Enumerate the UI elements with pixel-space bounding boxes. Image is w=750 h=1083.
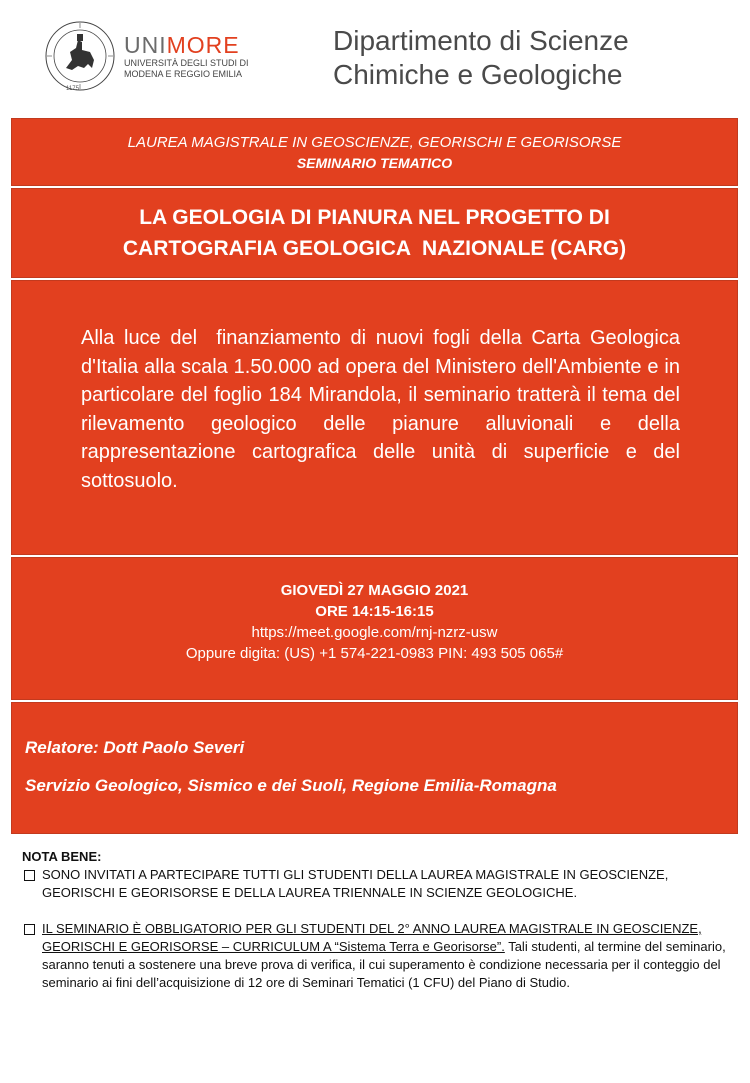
speaker-organization: Servizio Geologico, Sismico e dei Suoli, Regione Emilia-Romagna: [25, 776, 557, 795]
seminar-type: SEMINARIO TEMATICO: [296, 155, 453, 171]
university-name-part1: UNI: [124, 32, 167, 58]
department-line2: Chimiche e Geologiche: [333, 59, 623, 90]
university-logo: [124, 33, 249, 79]
header: [0, 0, 750, 110]
event-date: GIOVEDÌ 27 MAGGIO 2021: [280, 582, 469, 599]
degree-name: LAUREA MAGISTRALE IN GEOSCIENZE, GEORISCHI E GEORISORSE: [127, 134, 622, 151]
university-name-part2: MORE: [166, 32, 240, 58]
note-item-2: [22, 920, 732, 992]
note-item-1: [22, 866, 732, 902]
checkbox-icon: [24, 924, 35, 935]
department-line1: Dipartimento di Scienze: [333, 25, 629, 56]
title-band: [11, 188, 738, 278]
note-item-2-rest: Tali studenti, al termine del seminario, saranno tenuti a sostenere una breve prova di verifica, il cui superamento è condizione necessaria per il conteggio del seminario ai fini dell’acquisizione di 12 ore di Seminari Tematici (1 CFU) del Piano di Studio.: [42, 939, 726, 990]
phone-dialin: Oppure digita: (US) +1 574-221-0983 PIN: 493 505 065#: [185, 645, 564, 662]
meeting-link[interactable]: https://meet.google.com/rnj-nzrz-usw: [251, 624, 498, 641]
university-seal-icon: [44, 20, 116, 92]
university-name: [124, 33, 249, 57]
seal-year: 1175: [66, 86, 79, 92]
note-item-1-text: SONO INVITATI A PARTECIPARE TUTTI GLI STUDENTI DELLA LAUREA MAGISTRALE IN GEOSCIENZE, GEORISCHI E GEORISORSE E DELLA LAUREA TRIENNALE IN SCIENZE GEOLOGICHE.: [42, 867, 669, 900]
abstract-text: Alla luce del finanziamento di nuovi fogli della Carta Geologica d'Italia alla scala 1.50.000 ad opera del Ministero dell'Ambiente e in particolare del foglio 184 Mirandola, il seminario tratterà il tema del rilevamento geologico delle pianure alluvionali e della rappresentazione cartografica delle unità di superficie e del sottosuolo.: [81, 327, 686, 492]
speaker-name: Relatore: Dott Paolo Severi: [25, 738, 245, 757]
university-sub-line2: MODENA E REGGIO EMILIA: [124, 69, 243, 79]
checkbox-icon: [24, 870, 35, 881]
notes-title: NOTA BENE:: [22, 849, 102, 864]
abstract-band: [11, 280, 738, 555]
programme-band: [11, 118, 738, 186]
department-name: [333, 24, 629, 92]
title-line1: LA GEOLOGIA DI PIANURA NEL PROGETTO DI: [139, 206, 610, 229]
note-item-2-underlined: IL SEMINARIO È OBBLIGATORIO PER GLI STUDENTI DEL 2° ANNO LAUREA MAGISTRALE IN GEOSCIENZE, GEORISCHI E GEORISORSE – CURRICULUM A “Sistema Terra e Georisorse”.: [42, 921, 702, 954]
speaker-band: [11, 702, 738, 834]
notes-section: [22, 848, 732, 992]
title-line2: CARTOGRAFIA GEOLOGICA NAZIONALE (CARG): [122, 237, 627, 260]
event-band: [11, 557, 738, 700]
university-sub-line1: UNIVERSITÀ DEGLI STUDI DI: [124, 58, 249, 68]
event-time: ORE 14:15-16:15: [315, 603, 434, 620]
